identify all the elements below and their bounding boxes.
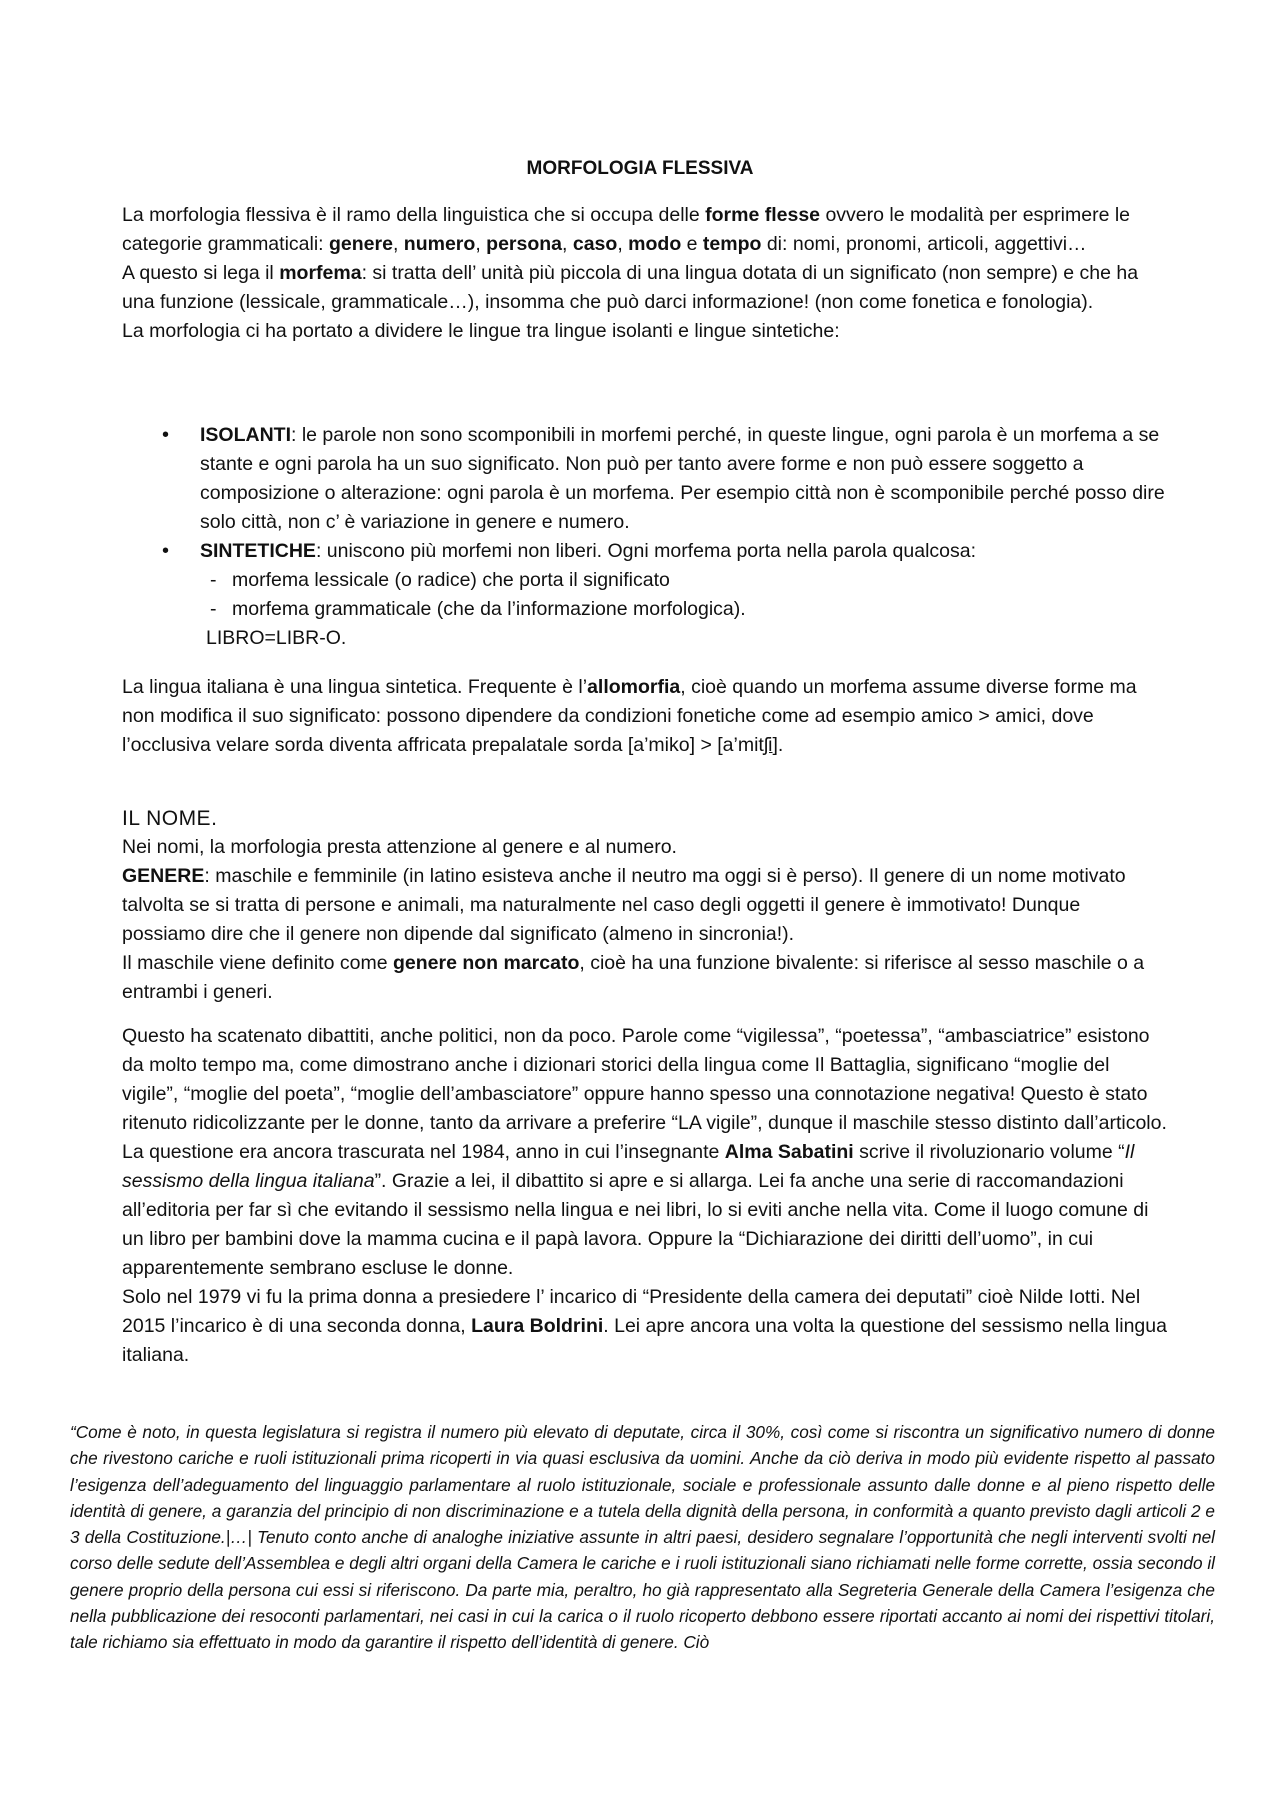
text-run: , [617, 233, 629, 255]
bold-term: genere non marcato [392, 952, 580, 974]
intro-paragraph-1 [122, 201, 1167, 259]
text-run: , [392, 233, 404, 255]
text-run: ]. [772, 734, 784, 756]
dash-icon: - [210, 598, 217, 620]
dash-icon: - [210, 569, 217, 591]
intro-section [122, 201, 1167, 346]
example-line: LIBRO=LIBR-O. [206, 627, 347, 649]
bold-term: morfema [279, 262, 362, 284]
bold-term: numero [403, 233, 476, 255]
text-run: Il maschile viene definito come [122, 952, 393, 974]
allomorfia-section [122, 673, 1167, 760]
nome-paragraph-5 [122, 1283, 1167, 1370]
text-run: Solo nel 1979 vi fu la prima donna a presiedere l’ incarico di “Presidente della camera dei deputati” cioè Nilde Iotti. Nel 2015 l’incarico è di una seconda donna, [122, 1286, 1141, 1337]
text-run: , [562, 233, 573, 255]
text-run: : uniscono più morfemi non liberi. Ogni morfema porta nella parola qualcosa: [315, 540, 977, 562]
sub-item-grammaticale [122, 595, 1167, 624]
text-run: , cioè quando un morfema assume diverse forme ma non modifica il suo significato: possono dipendere da condizioni fonetiche come ad esempio amico > amici, dove l’occlusiva velare sorda diventa affricata prepalatale sorda [a’miko] > [a’mit [122, 676, 1137, 756]
list-item-isolanti [122, 421, 1167, 537]
text-run: morfema grammaticale (che da l’informazione morfologica). [232, 598, 746, 620]
bold-term: Alma Sabatini [724, 1141, 854, 1163]
nome-paragraph-3 [122, 949, 1167, 1007]
text-run: ”. Grazie a lei, il dibattito si apre e si allarga. Lei fa anche una serie di raccomandazioni all’editoria per far sì che evitando il sessismo nella lingua e nei libri, lo si eviti anche nella vita. Come il luogo comune di un libro per bambini dove la mamma cucina e il papà lavora. Oppure la “Dichiarazione dei diritti dell’uomo”, in cui apparentemente sembrano escluse le donne. [122, 1170, 1149, 1279]
bold-term: persona [486, 233, 563, 255]
italic-title: Il sessismo della lingua italiana [122, 1141, 1135, 1192]
text-run: La lingua italiana è una lingua sintetica. Frequente è l’ [122, 676, 588, 698]
text-run: e [681, 233, 703, 255]
text-run: . Lei apre ancora una volta la questione del sessismo nella lingua italiana. [122, 1315, 1167, 1366]
list-item-sintetiche [122, 537, 1167, 566]
text-run: , cioè ha una funzione bivalente: si riferisce al sesso maschile o a entrambi i generi. [122, 952, 1145, 1003]
nome-section [122, 833, 1167, 1007]
bold-term: forme flesse [705, 204, 821, 226]
allomorfia-paragraph [122, 673, 1167, 760]
text-run: scrive il rivoluzionario volume “ [853, 1141, 1125, 1163]
bold-term: GENERE [122, 865, 205, 887]
boldrini-quote: “Come è noto, in questa legislatura si registra il numero più elevato di deputate, circa il 30%, così come si riscontra un significativo numero di donne che rivestono cariche e ruoli istituzionali prima ricoperti in via quasi esclusiva da uomini. Anche da ciò deriva in modo più evidente rispetto al passato l’esigenza dell’adeguamento del linguaggio parlamentare al ruolo istituzionale, sociale e professionale assunto dalle donne e al pieno rispetto delle identità di genere, a garanzia del principio di non discriminazione e a tutela della dignità della persona, in conformità a quanto previsto dagli articoli 2 e 3 della Costituzione.|…| Tenuto conto anche di analoghe iniziative assunte in altri paesi, desidero segnalare l’opportunità che negli interventi svolti nel corso delle sedute dell’Assemblea e degli altri organi della Camera le cariche e i ruoli istituzionali siano richiamati nelle forme corrette, ossia secondo il genere proprio della persona cui essi si riferiscono. Da parte mia, peraltro, ho già rappresentato alla Segreteria Generale della Camera l’esigenza che nella pubblicazione dei resoconti parlamentari, nei casi in cui la carica o il ruolo ricoperto debbono essere riportati accanto ai nomi dei rispettivi titolari, tale richiamo sia effettuato in modo da garantire il rispetto dell’identità di genere. Ciò [70, 1422, 1215, 1653]
intro-paragraph-3: La morfologia ci ha portato a dividere le lingue tra lingue isolanti e lingue sintetiche: [122, 320, 840, 342]
language-types-list [122, 421, 1167, 653]
bold-term: tempo [702, 233, 762, 255]
bold-term: modo [628, 233, 682, 255]
bullet-icon: • [162, 424, 170, 446]
bold-term: Laura Boldrini [471, 1315, 604, 1337]
page-title: MORFOLOGIA FLESSIVA [526, 158, 754, 179]
text-run: morfema lessicale (o radice) che porta il significato [232, 569, 670, 591]
nome-paragraph-2 [122, 862, 1167, 949]
text-run: ovvero le modalità per esprimere le categorie grammaticali: [122, 204, 1131, 255]
sub-item-lessicale [122, 566, 1167, 595]
text-run: : maschile e femminile (in latino esisteva anche il neutro ma oggi si è perso). Il genere di un nome motivato talvolta se si tratta di persone e animali, ma naturalmente nel caso degli oggetti il genere è immotivato! Dunque possiamo dire che il genere non dipende dal significato (almeno in sincronia!). [122, 865, 1126, 945]
text-run: , [475, 233, 487, 255]
debate-section [122, 1022, 1167, 1370]
intro-paragraph-2 [122, 259, 1167, 317]
bullet-icon: • [162, 540, 170, 562]
underlined-text: ʃi [763, 734, 773, 756]
text-run: di: nomi, pronomi, articoli, aggettivi… [761, 233, 1087, 255]
bold-term: genere [329, 233, 393, 255]
bold-term: caso [572, 233, 618, 255]
bold-term: allomorfia [587, 676, 681, 698]
nome-paragraph-1: Nei nomi, la morfologia presta attenzione al genere e al numero. [122, 836, 677, 858]
bold-term: SINTETICHE [200, 540, 316, 562]
section-heading-nome: IL NOME. [122, 807, 218, 830]
text-run: : si tratta dell’ unità più piccola di una lingua dotata di un significato (non sempre) e che ha una funzione (lessicale, grammaticale…), insomma che può darci informazione! (non come fonetica e fonologia). [122, 262, 1139, 313]
text-run: A questo si lega il [122, 262, 280, 284]
text-run: La morfologia flessiva è il ramo della linguistica che si occupa delle [122, 204, 706, 226]
text-run: Questo ha scatenato dibattiti, anche politici, non da poco. Parole come “vigilessa”, “poetessa”, “ambasciatrice” esistono da molto tempo ma, come dimostrano anche i dizionari storici della lingua come Il Battaglia, significano “moglie del vigile”, “moglie del poeta”, “moglie dell’ambasciatore” oppure hanno spesso una connotazione negativa! Questo è stato ritenuto ridicolizzante per le donne, tanto da arrivare a preferire “LA vigile”, dunque il maschile stesso distinto dall’articolo. La questione era ancora trascurata nel 1984, anno in cui l’insegnante [122, 1025, 1167, 1163]
bold-term: ISOLANTI [200, 424, 291, 446]
text-run: : le parole non sono scomponibili in morfemi perché, in queste lingue, ogni parola è un morfema a se stante e ogni parola ha un suo significato. Non può per tanto avere forme e non può essere soggetto a composizione o alterazione: ogni parola è un morfema. Per esempio città non è scomponibile perché posso dire solo città, non c’ è variazione in genere e numero. [200, 424, 1165, 533]
nome-paragraph-4 [122, 1022, 1167, 1283]
